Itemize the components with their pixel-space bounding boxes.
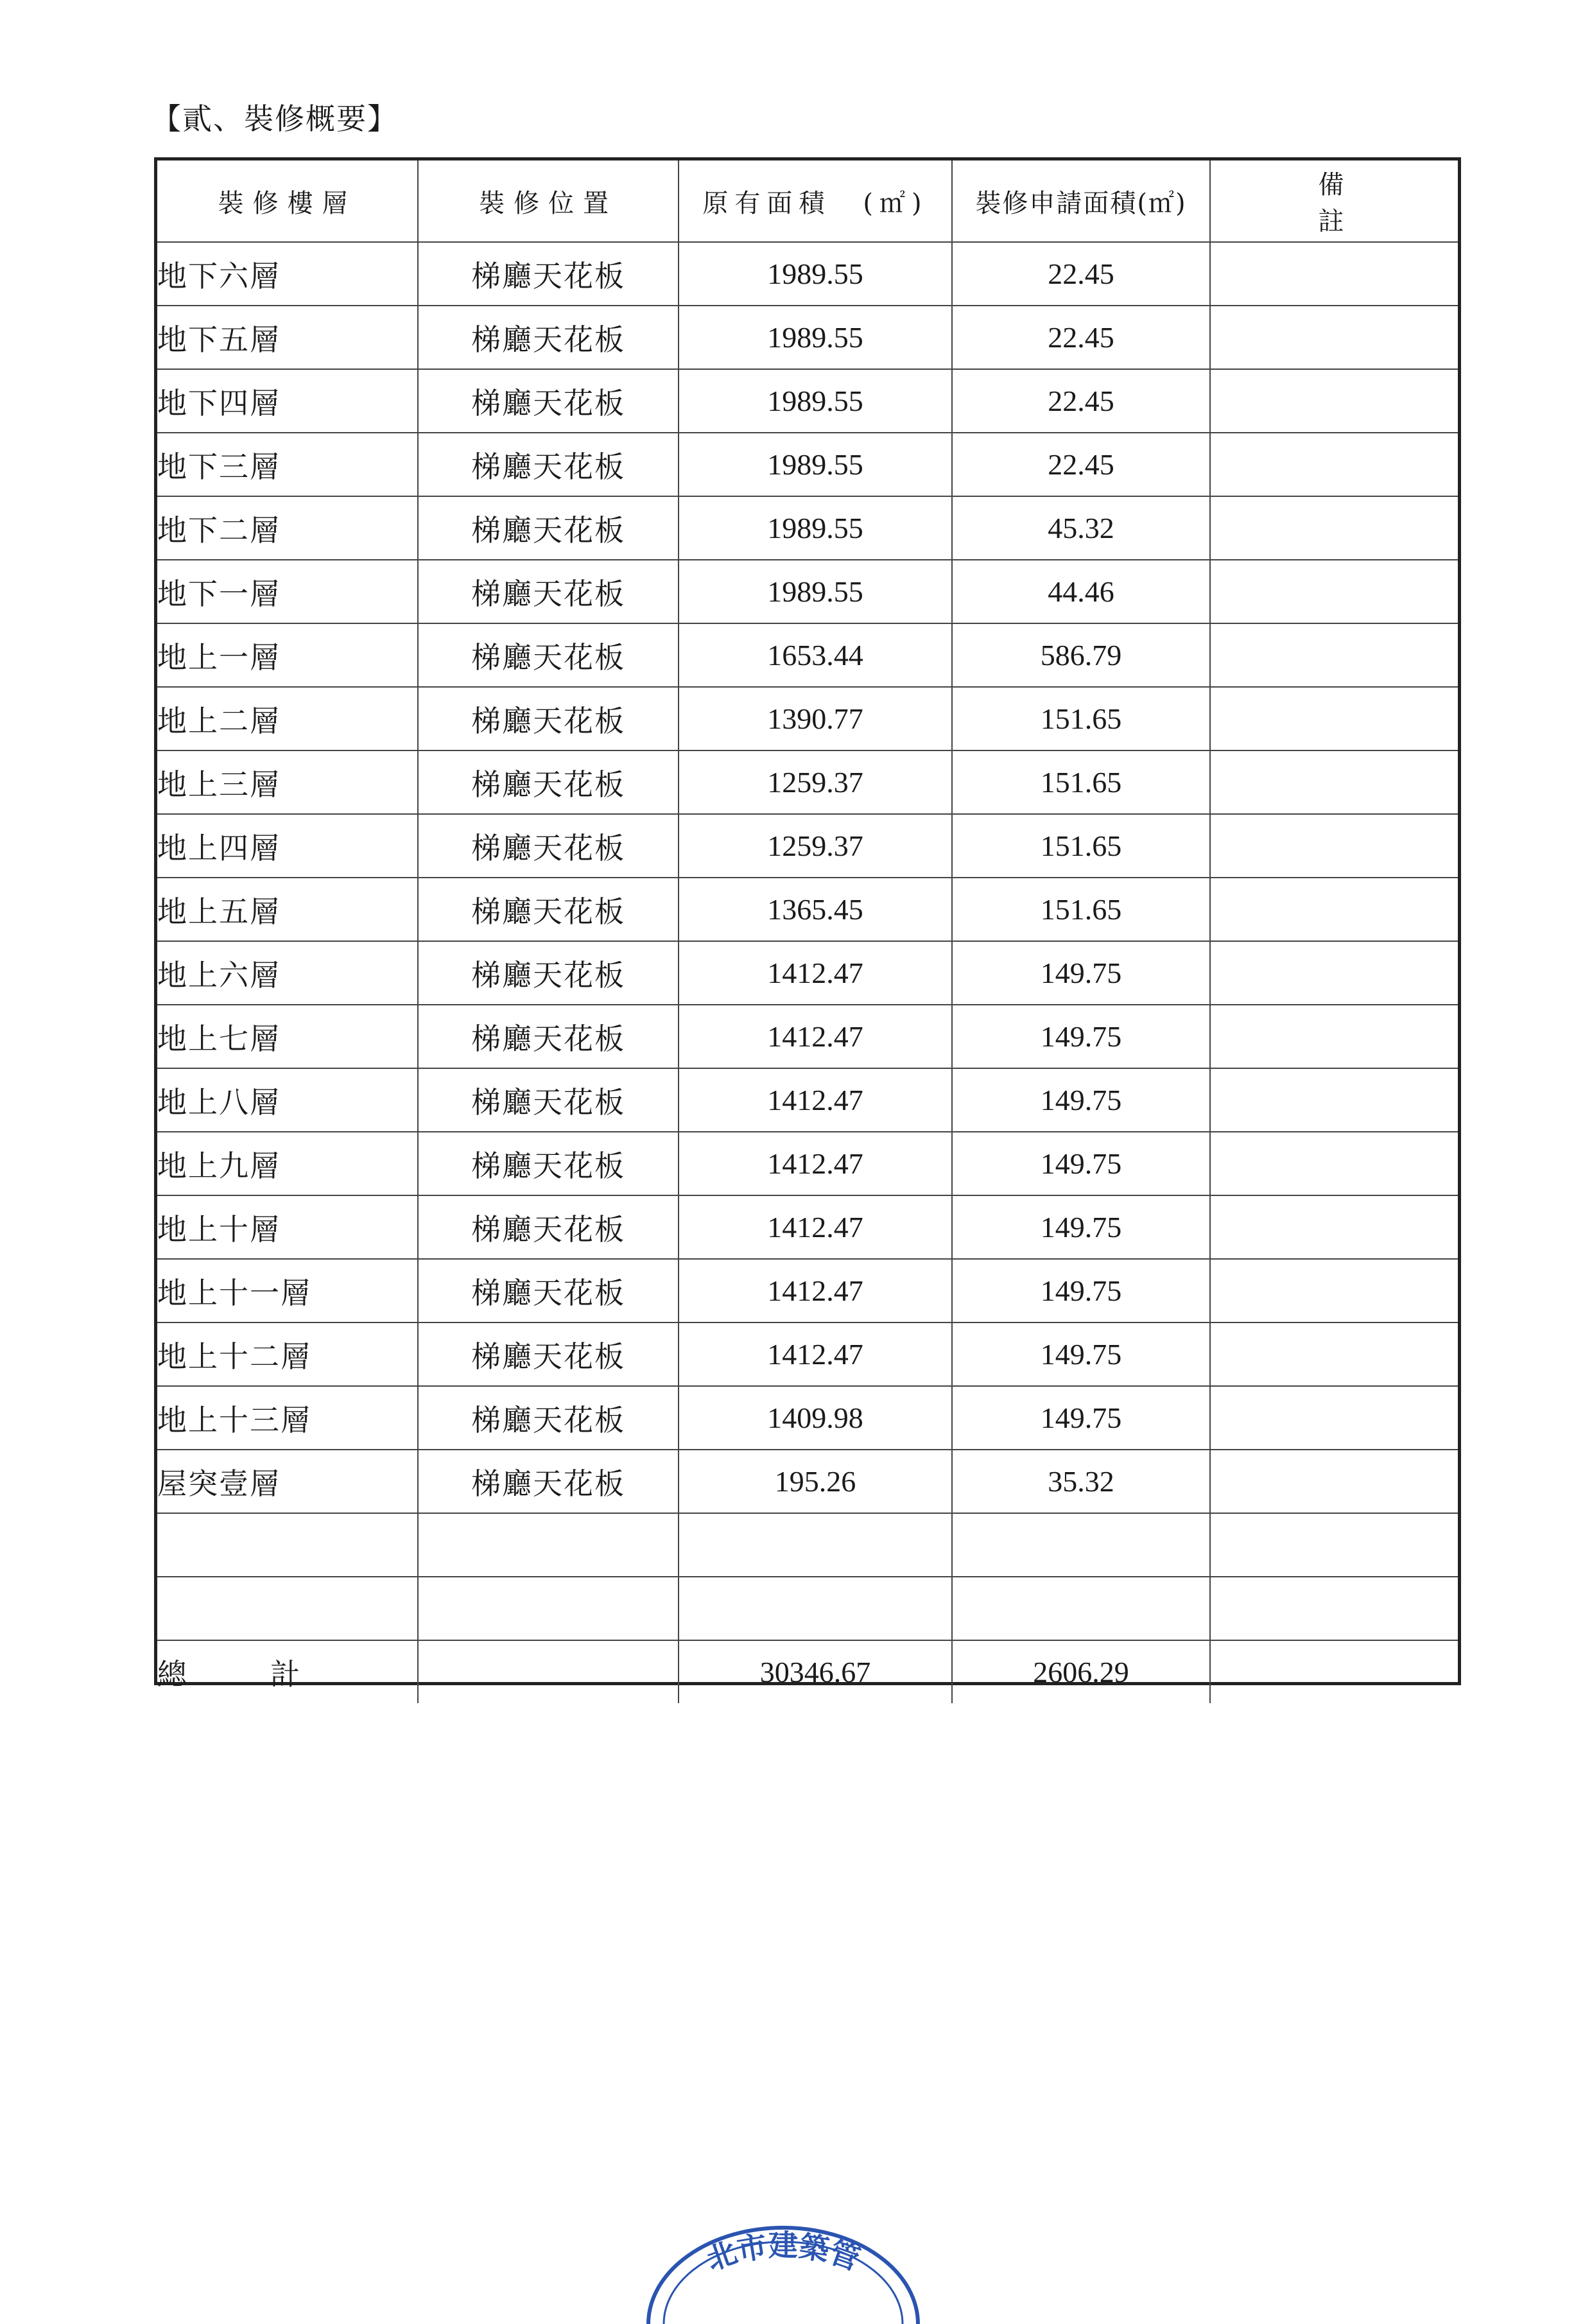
renovation-summary-table: [157, 160, 1458, 1703]
table-row: [157, 623, 1458, 687]
table-row: [157, 242, 1458, 306]
seal-text: [702, 2228, 865, 2277]
cell-remarks: [1210, 814, 1458, 878]
cell-location: 梯廳天花板: [418, 941, 679, 1005]
table-row: [157, 814, 1458, 878]
cell-requested-area: [952, 1577, 1210, 1640]
cell-original-area: 1259.37: [679, 814, 952, 878]
cell-floor: 地上七層: [157, 1005, 418, 1068]
header-location: 裝修位置: [418, 160, 679, 242]
cell-floor: 地下四層: [157, 369, 418, 433]
table-row: [157, 369, 1458, 433]
table-row: [157, 1386, 1458, 1450]
cell-requested-area: [952, 1513, 1210, 1577]
cell-requested-area: 22.45: [952, 369, 1210, 433]
cell-requested-area: 149.75: [952, 1322, 1210, 1386]
cell-floor: 地下一層: [157, 560, 418, 623]
cell-original-area: 1412.47: [679, 1322, 952, 1386]
cell-remarks: [1210, 1513, 1458, 1577]
cell-floor: 地上四層: [157, 814, 418, 878]
total-remarks: [1210, 1640, 1458, 1703]
cell-floor: 地上二層: [157, 687, 418, 750]
table-row: [157, 433, 1458, 496]
cell-remarks: [1210, 369, 1458, 433]
section-heading: 【貳、裝修概要】: [151, 101, 398, 136]
cell-original-area: 1412.47: [679, 1005, 952, 1068]
cell-original-area: 1989.55: [679, 306, 952, 369]
cell-remarks: [1210, 306, 1458, 369]
cell-requested-area: 149.75: [952, 1005, 1210, 1068]
cell-remarks: [1210, 1450, 1458, 1513]
seal-outer-ring: [648, 2228, 918, 2324]
renovation-summary-table-frame: [154, 157, 1461, 1692]
cell-original-area: 1409.98: [679, 1386, 952, 1450]
cell-remarks: [1210, 750, 1458, 814]
cell-location: 梯廳天花板: [418, 1450, 679, 1513]
cell-remarks: [1210, 687, 1458, 750]
cell-original-area: 1989.55: [679, 369, 952, 433]
table-row: [157, 1005, 1458, 1068]
cell-requested-area: 151.65: [952, 687, 1210, 750]
table-body: [157, 242, 1458, 1703]
cell-location: 梯廳天花板: [418, 687, 679, 750]
cell-remarks: [1210, 1577, 1458, 1640]
cell-requested-area: 22.45: [952, 242, 1210, 306]
table-row-empty: [157, 1577, 1458, 1640]
cell-floor: 地下五層: [157, 306, 418, 369]
cell-remarks: [1210, 1068, 1458, 1132]
cell-remarks: [1210, 1132, 1458, 1195]
cell-location: 梯廳天花板: [418, 623, 679, 687]
cell-original-area: 1989.55: [679, 433, 952, 496]
cell-requested-area: 151.65: [952, 878, 1210, 941]
cell-floor: 地上六層: [157, 941, 418, 1005]
cell-original-area: 1390.77: [679, 687, 952, 750]
cell-original-area: 1412.47: [679, 1068, 952, 1132]
cell-original-area: 1412.47: [679, 1132, 952, 1195]
cell-location: 梯廳天花板: [418, 814, 679, 878]
table-row: [157, 1322, 1458, 1386]
cell-remarks: [1210, 941, 1458, 1005]
cell-location: 梯廳天花板: [418, 1386, 679, 1450]
cell-requested-area: 586.79: [952, 623, 1210, 687]
cell-floor: 地上三層: [157, 750, 418, 814]
table-row: [157, 1132, 1458, 1195]
cell-location: 梯廳天花板: [418, 878, 679, 941]
cell-floor: 地上一層: [157, 623, 418, 687]
cell-floor: 地下二層: [157, 496, 418, 560]
table-row: [157, 306, 1458, 369]
cell-floor: 地上九層: [157, 1132, 418, 1195]
cell-original-area: 1989.55: [679, 242, 952, 306]
cell-floor: 地下三層: [157, 433, 418, 496]
table-row: [157, 750, 1458, 814]
cell-remarks: [1210, 560, 1458, 623]
official-seal-stamp: [642, 2196, 924, 2324]
cell-remarks: [1210, 1386, 1458, 1450]
cell-original-area: 1653.44: [679, 623, 952, 687]
cell-location: 梯廳天花板: [418, 306, 679, 369]
cell-requested-area: 149.75: [952, 1132, 1210, 1195]
seal-text-path: 北市建築管: [702, 2228, 865, 2277]
cell-requested-area: 22.45: [952, 306, 1210, 369]
cell-original-area: 195.26: [679, 1450, 952, 1513]
table-row: [157, 941, 1458, 1005]
cell-floor: 地上十層: [157, 1195, 418, 1259]
cell-location: 梯廳天花板: [418, 1132, 679, 1195]
cell-remarks: [1210, 433, 1458, 496]
cell-remarks: [1210, 1005, 1458, 1068]
cell-requested-area: 44.46: [952, 560, 1210, 623]
cell-requested-area: 151.65: [952, 814, 1210, 878]
cell-original-area: 1989.55: [679, 560, 952, 623]
cell-remarks: [1210, 1195, 1458, 1259]
cell-location: [418, 1577, 679, 1640]
cell-location: 梯廳天花板: [418, 1005, 679, 1068]
table-row: [157, 1450, 1458, 1513]
table-row-empty: [157, 1513, 1458, 1577]
cell-requested-area: 149.75: [952, 1259, 1210, 1322]
cell-original-area: 1989.55: [679, 496, 952, 560]
cell-original-area: [679, 1577, 952, 1640]
total-requested-area: 2606.29: [952, 1640, 1210, 1703]
cell-original-area: 1412.47: [679, 1195, 952, 1259]
total-label: 總計: [157, 1640, 418, 1703]
cell-location: 梯廳天花板: [418, 1322, 679, 1386]
cell-floor: [157, 1513, 418, 1577]
table-row: [157, 1259, 1458, 1322]
cell-location: 梯廳天花板: [418, 369, 679, 433]
table-row: [157, 878, 1458, 941]
header-original-area: 原有面積 (㎡): [679, 160, 952, 242]
cell-requested-area: 45.32: [952, 496, 1210, 560]
cell-location: 梯廳天花板: [418, 433, 679, 496]
cell-requested-area: 149.75: [952, 941, 1210, 1005]
cell-location: 梯廳天花板: [418, 242, 679, 306]
cell-location: 梯廳天花板: [418, 1195, 679, 1259]
table-total-row: [157, 1640, 1458, 1703]
cell-remarks: [1210, 1259, 1458, 1322]
cell-original-area: 1412.47: [679, 941, 952, 1005]
cell-requested-area: 151.65: [952, 750, 1210, 814]
cell-remarks: [1210, 242, 1458, 306]
cell-original-area: 1412.47: [679, 1259, 952, 1322]
cell-floor: [157, 1577, 418, 1640]
cell-original-area: [679, 1513, 952, 1577]
table-row: [157, 560, 1458, 623]
cell-original-area: 1365.45: [679, 878, 952, 941]
cell-floor: 地下六層: [157, 242, 418, 306]
cell-original-area: 1259.37: [679, 750, 952, 814]
cell-floor: 地上八層: [157, 1068, 418, 1132]
table-row: [157, 1068, 1458, 1132]
cell-requested-area: 149.75: [952, 1068, 1210, 1132]
cell-location: 梯廳天花板: [418, 1068, 679, 1132]
cell-location: 梯廳天花板: [418, 1259, 679, 1322]
cell-remarks: [1210, 1322, 1458, 1386]
cell-floor: 地上十二層: [157, 1322, 418, 1386]
total-original-area: 30346.67: [679, 1640, 952, 1703]
cell-location: [418, 1513, 679, 1577]
cell-location: 梯廳天花板: [418, 560, 679, 623]
cell-floor: 屋突壹層: [157, 1450, 418, 1513]
cell-location: 梯廳天花板: [418, 496, 679, 560]
cell-floor: 地上五層: [157, 878, 418, 941]
cell-requested-area: 149.75: [952, 1386, 1210, 1450]
header-requested-area: 裝修申請面積(㎡): [952, 160, 1210, 242]
seal-inner-ring: [664, 2242, 903, 2324]
cell-remarks: [1210, 623, 1458, 687]
table-row: [157, 1195, 1458, 1259]
cell-floor: 地上十三層: [157, 1386, 418, 1450]
table-header-row: [157, 160, 1458, 242]
header-floor: 裝修樓層: [157, 160, 418, 242]
cell-requested-area: 35.32: [952, 1450, 1210, 1513]
table-row: [157, 687, 1458, 750]
cell-requested-area: 149.75: [952, 1195, 1210, 1259]
cell-requested-area: 22.45: [952, 433, 1210, 496]
header-remarks: 備註: [1210, 160, 1458, 242]
cell-remarks: [1210, 496, 1458, 560]
table-row: [157, 496, 1458, 560]
cell-remarks: [1210, 878, 1458, 941]
cell-floor: 地上十一層: [157, 1259, 418, 1322]
cell-location: 梯廳天花板: [418, 750, 679, 814]
total-location: [418, 1640, 679, 1703]
